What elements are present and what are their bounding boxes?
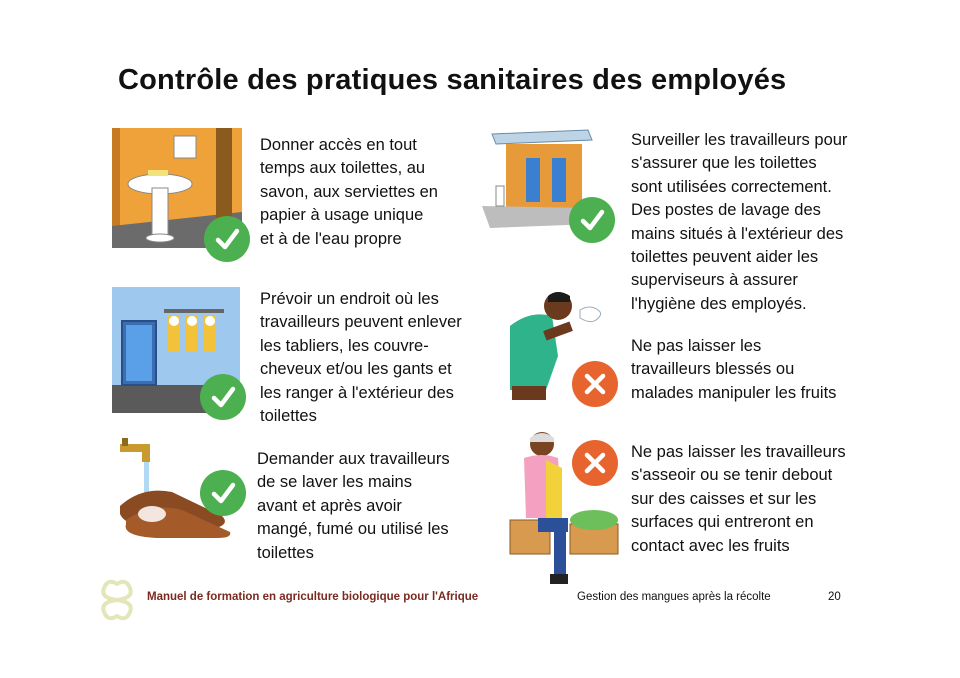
cross-icon [572, 440, 618, 486]
footer-section-title: Gestion des mangues après la récolte [577, 591, 771, 603]
check-icon [569, 197, 615, 243]
footer-manual-title: Manuel de formation en agriculture biologique pour l'Afrique [147, 591, 479, 603]
right-item-1-text: Surveiller les travailleurs pour s'assurer que les toilettes sont utilisées correctement. Des postes de lavage des mains situés à l'extérieur des toilettes peuvent aider les superviseurs à assurer l'hygiène des employés. [631, 131, 848, 313]
page-title: Contrôle des pratiques sanitaires des employés [118, 64, 787, 96]
left-item-3-text: Demander aux travailleurs de se laver les mains avant et après avoir mangé, fumé ou utilisé les toilettes [257, 450, 450, 562]
left-item-2-text: Prévoir un endroit où les travailleurs peuvent enlever les tabliers, les couvre- cheveux et/ou les gants et les ranger à l'extérieur des toilettes [260, 290, 462, 426]
page-number: 20 [828, 591, 841, 603]
right-item-3-text: Ne pas laisser les travailleurs s'asseoir ou se tenir debout sur des caisses et sur les surfaces qui entreront en contact avec les fruits [631, 443, 846, 555]
check-icon [204, 216, 250, 262]
right-item-2-text: Ne pas laisser les travailleurs blessés ou malades manipuler les fruits [631, 337, 837, 402]
cross-icon [572, 361, 618, 407]
check-icon [200, 374, 246, 420]
organization-logo [96, 578, 138, 627]
check-icon [200, 470, 246, 516]
left-item-1-text: Donner accès en tout temps aux toilettes, au savon, aux serviettes en papier à usage unique et à de l'eau propre [260, 136, 438, 248]
